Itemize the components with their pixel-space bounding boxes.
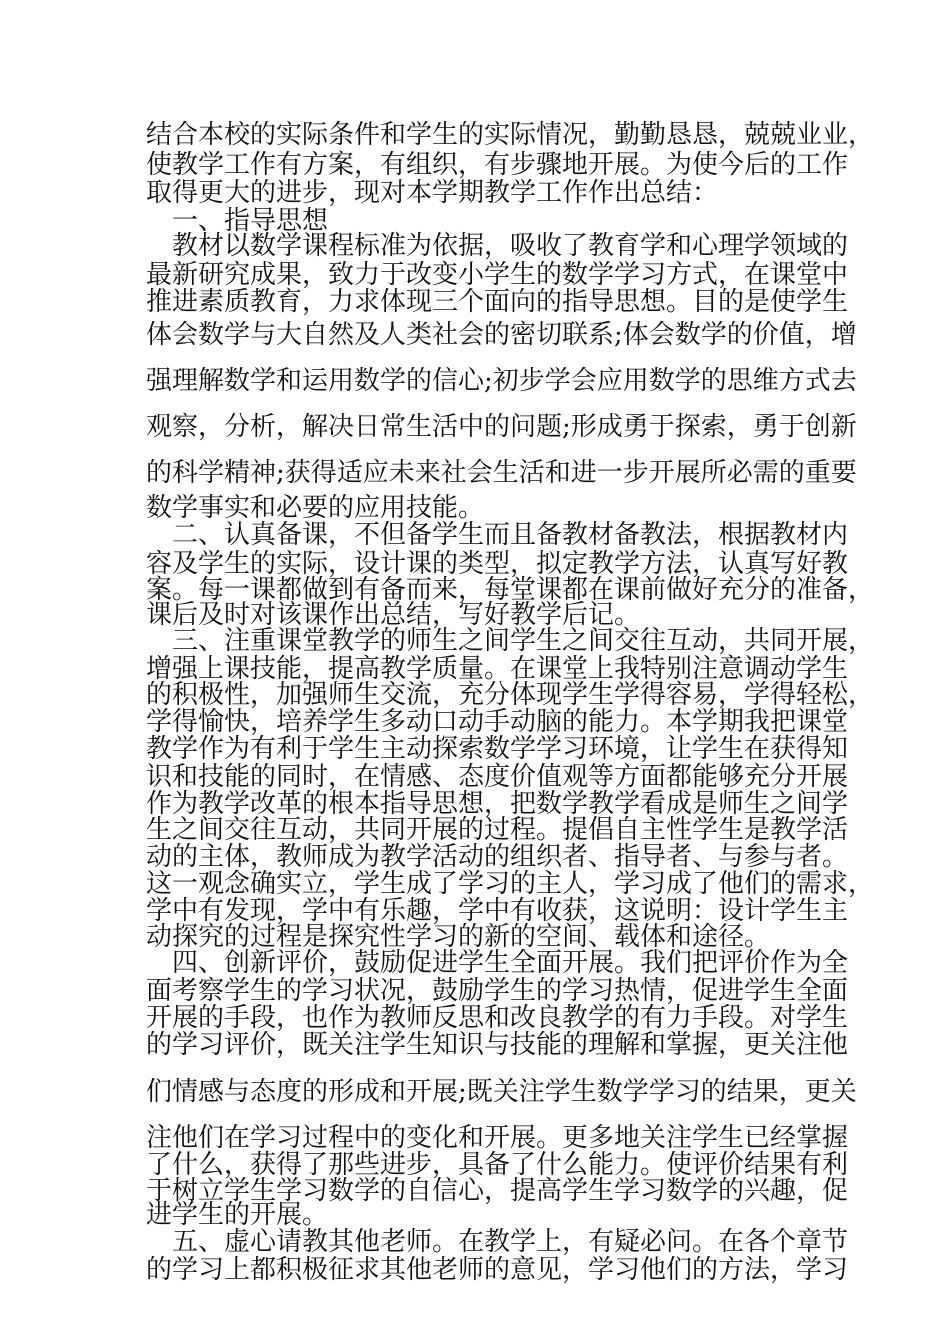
text-line: 体会数学与大自然及人类社会的密切联系;体会数学的价值，增 — [146, 320, 857, 350]
text-line: 的积极性，加强师生交流，充分体现学生学得容易，学得轻松， — [146, 680, 875, 710]
text-line: 面考察学生的学习状况，鼓励学生的学习热情，促进学生全面 — [146, 976, 849, 1006]
text-line: 案。每一课都做到有备而来，每堂课都在课前做好充分的准备， — [146, 575, 875, 605]
text-line: 生之间交往互动，共同开展的过程。提倡自主性学生是教学活 — [146, 815, 849, 845]
text-line: 动的主体，教师成为教学活动的组织者、指导者、与参与者。 — [146, 842, 849, 872]
text-line: 课后及时对该课作出总结，写好教学后记。 — [146, 600, 641, 630]
text-line: 观察，分析，解决日常生活中的问题;形成勇于探索，勇于创新 — [146, 412, 857, 442]
text-line: 进学生的开展。 — [146, 1200, 329, 1230]
text-line: 动探究的过程是探究性学习的新的空间、载体和途径。 — [146, 922, 771, 952]
text-line: 开展的手段，也作为教师反思和改良教学的有力手段。对学生 — [146, 1003, 849, 1033]
text-line: 们情感与态度的形成和开展;既关注学生数学学习的结果，更关 — [146, 1077, 857, 1107]
text-line: 教学作为有利于学生主动探索数学学习环境，让学生在获得知 — [146, 734, 849, 764]
text-line: 的学习上都积极征求其他老师的意见，学习他们的方法，学习 — [146, 1255, 849, 1285]
text-line: 推进素质教育，力求体现三个面向的指导思想。目的是使学生 — [146, 287, 849, 317]
text-line: 作为教学改革的根本指导思想，把数学教学看成是师生之间学 — [146, 789, 849, 819]
section-heading: 一、指导思想 — [172, 206, 329, 236]
text-line: 结合本校的实际条件和学生的实际情况，勤勤恳恳，兢兢业业， — [146, 120, 875, 150]
text-line: 取得更大的进步，现对本学期教学工作作出总结： — [146, 178, 719, 208]
text-line: 这一观念确实立，学生成了学习的主人，学习成了他们的需求， — [146, 869, 875, 899]
text-line: 的学习评价，既关注学生知识与技能的理解和掌握，更关注他 — [146, 1030, 849, 1060]
text-line: 三、注重课堂教学的师生之间学生之间交往互动，共同开展， — [172, 626, 875, 656]
text-line: 数学事实和必要的应用技能。 — [146, 493, 485, 523]
text-line: 容及学生的实际，设计课的类型，拟定教学方法，认真写好教 — [146, 549, 849, 579]
text-line: 五、虚心请教其他老师。在教学上，有疑必问。在各个章节 — [172, 1227, 849, 1257]
text-line: 增强上课技能，提高教学质量。在课堂上我特别注意调动学生 — [146, 654, 849, 684]
text-line: 使教学工作有方案，有组织，有步骤地开展。为使今后的工作 — [146, 150, 849, 180]
text-line: 学中有发现，学中有乐趣，学中有收获，这说明：设计学生主 — [146, 896, 849, 926]
text-line: 学得愉快，培养学生多动口动手动脑的能力。本学期我把课堂 — [146, 707, 849, 737]
text-line: 二、认真备课，不但备学生而且备教材备教法，根据教材内 — [172, 520, 849, 550]
text-line: 识和技能的同时，在情感、态度价值观等方面都能够充分开展 — [146, 762, 849, 792]
text-line: 四、创新评价，鼓励促进学生全面开展。我们把评价作为全 — [172, 948, 849, 978]
text-line: 注他们在学习过程中的变化和开展。更多地关注学生已经掌握 — [146, 1123, 849, 1153]
text-line: 的科学精神;获得适应未来社会生活和进一步开展所必需的重要 — [146, 458, 857, 488]
text-line: 最新研究成果，致力于改变小学生的数学学习方式，在课堂中 — [146, 260, 849, 290]
text-line: 强理解数学和运用数学的信心;初步学会应用数学的思维方式去 — [146, 366, 857, 396]
text-line: 教材以数学课程标准为依据，吸收了教育学和心理学领域的 — [172, 231, 849, 261]
text-line: 了什么，获得了那些进步，具备了什么能力。使评价结果有利 — [146, 1150, 849, 1180]
text-line: 于树立学生学习数学的自信心，提高学生学习数学的兴趣，促 — [146, 1176, 849, 1206]
